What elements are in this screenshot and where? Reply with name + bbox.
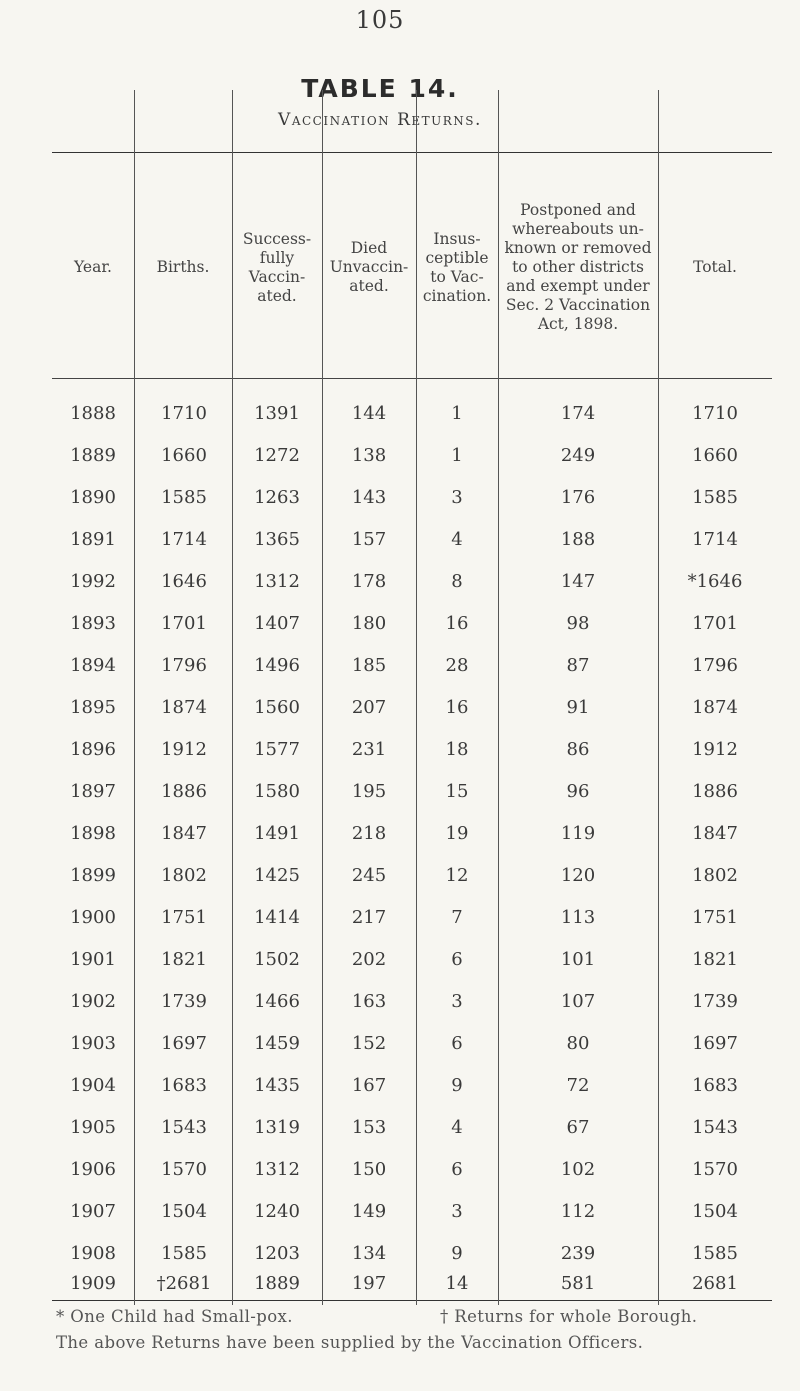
cell-births: 1912 xyxy=(161,739,207,760)
table-row xyxy=(52,980,772,1024)
cell-total: 1585 xyxy=(692,487,738,508)
cell-births: 1504 xyxy=(161,1201,207,1222)
cell-died: 217 xyxy=(351,907,387,928)
cell-births: 1683 xyxy=(161,1075,207,1096)
header-line: ceptible xyxy=(425,248,489,267)
cell-died: 207 xyxy=(351,697,387,718)
header-line: ated. xyxy=(257,286,297,305)
header-line: Success- xyxy=(242,229,312,248)
header-died xyxy=(322,160,416,375)
header-insusceptible xyxy=(416,160,498,375)
cell-total: 1739 xyxy=(692,991,738,1012)
cell-births: 1739 xyxy=(161,991,207,1012)
cell-total: 1543 xyxy=(692,1117,738,1138)
cell-year: 1900 xyxy=(70,907,116,928)
table-top-rule xyxy=(52,152,772,153)
cell-postponed: 98 xyxy=(566,613,590,634)
cell-year: 1901 xyxy=(70,949,116,970)
table-row xyxy=(52,728,772,772)
cell-insusceptible: 3 xyxy=(451,991,463,1012)
cell-postponed: 174 xyxy=(560,403,596,424)
table-row xyxy=(52,812,772,856)
cell-births: 1886 xyxy=(161,781,207,802)
cell-vaccinated: 1414 xyxy=(254,907,300,928)
cell-insusceptible: 18 xyxy=(445,739,469,760)
header-year-label: Year. xyxy=(74,258,112,276)
cell-died: 150 xyxy=(351,1159,387,1180)
cell-year: 1894 xyxy=(70,655,116,676)
header-rule xyxy=(52,378,772,379)
cell-postponed: 119 xyxy=(560,823,596,844)
cell-births: 1543 xyxy=(161,1117,207,1138)
cell-year: 1896 xyxy=(70,739,116,760)
table-row xyxy=(52,1262,772,1302)
cell-year: 1909 xyxy=(70,1273,116,1294)
cell-year: 1891 xyxy=(70,529,116,550)
cell-births: 1710 xyxy=(161,403,207,424)
table-row xyxy=(52,434,772,478)
cell-insusceptible: 12 xyxy=(445,865,469,886)
cell-births: 1697 xyxy=(161,1033,207,1054)
cell-year: 1905 xyxy=(70,1117,116,1138)
cell-insusceptible: 3 xyxy=(451,1201,463,1222)
cell-vaccinated: 1407 xyxy=(254,613,300,634)
cell-births: †2681 xyxy=(156,1273,212,1294)
cell-insusceptible: 1 xyxy=(451,445,463,466)
header-line: Died xyxy=(350,239,388,257)
cell-vaccinated: 1312 xyxy=(254,1159,300,1180)
cell-died: 134 xyxy=(351,1243,387,1264)
cell-total: 2681 xyxy=(692,1273,738,1294)
cell-insusceptible: 6 xyxy=(451,949,463,970)
table-row xyxy=(52,896,772,940)
header-line: Act, 1898. xyxy=(537,315,619,333)
cell-died: 149 xyxy=(351,1201,387,1222)
cell-died: 144 xyxy=(351,403,387,424)
table-title: TABLE 14. xyxy=(301,74,459,103)
footnotes-line-1 xyxy=(56,1307,776,1326)
cell-insusceptible: 19 xyxy=(445,823,469,844)
cell-postponed: 581 xyxy=(560,1273,596,1294)
cell-year: 1897 xyxy=(70,781,116,802)
cell-year: 1890 xyxy=(70,487,116,508)
cell-insusceptible: 16 xyxy=(445,613,469,634)
header-line: to Vac- xyxy=(430,267,484,286)
cell-vaccinated: 1365 xyxy=(254,529,300,550)
cell-vaccinated: 1203 xyxy=(254,1243,300,1264)
cell-vaccinated: 1272 xyxy=(254,445,300,466)
table-row xyxy=(52,938,772,982)
cell-year: 1899 xyxy=(70,865,116,886)
page-number: 105 xyxy=(355,6,405,34)
cell-insusceptible: 9 xyxy=(451,1243,463,1264)
table-row xyxy=(52,1148,772,1192)
cell-insusceptible: 6 xyxy=(451,1159,463,1180)
cell-vaccinated: 1466 xyxy=(254,991,300,1012)
table-row xyxy=(52,1106,772,1150)
cell-vaccinated: 1560 xyxy=(254,697,300,718)
header-line: Vaccin- xyxy=(248,267,306,286)
cell-postponed: 249 xyxy=(560,445,596,466)
cell-year: 1907 xyxy=(70,1201,116,1222)
cell-year: 1895 xyxy=(70,697,116,718)
cell-total: 1751 xyxy=(692,907,738,928)
cell-total: 1802 xyxy=(692,865,738,886)
header-vaccinated xyxy=(232,160,322,375)
cell-vaccinated: 1496 xyxy=(254,655,300,676)
cell-vaccinated: 1502 xyxy=(254,949,300,970)
header-line: cination. xyxy=(422,286,492,305)
header-year xyxy=(52,160,134,375)
cell-year: 1893 xyxy=(70,613,116,634)
table-row xyxy=(52,1022,772,1066)
cell-total: 1874 xyxy=(692,697,738,718)
cell-died: 152 xyxy=(351,1033,387,1054)
cell-total: 1847 xyxy=(692,823,738,844)
cell-postponed: 80 xyxy=(566,1033,590,1054)
cell-postponed: 102 xyxy=(560,1159,596,1180)
cell-vaccinated: 1491 xyxy=(254,823,300,844)
cell-total: 1504 xyxy=(692,1201,738,1222)
cell-died: 202 xyxy=(351,949,387,970)
cell-year: 1888 xyxy=(70,403,116,424)
cell-postponed: 112 xyxy=(560,1201,596,1222)
cell-insusceptible: 28 xyxy=(445,655,469,676)
cell-postponed: 120 xyxy=(560,865,596,886)
cell-died: 231 xyxy=(351,739,387,760)
cell-total: 1912 xyxy=(692,739,738,760)
cell-insusceptible: 16 xyxy=(445,697,469,718)
header-births xyxy=(134,160,232,375)
cell-total: 1821 xyxy=(692,949,738,970)
cell-vaccinated: 1889 xyxy=(254,1273,300,1294)
footnote-source: The above Returns have been supplied by the Vaccination Officers. xyxy=(56,1333,644,1352)
cell-insusceptible: 6 xyxy=(451,1033,463,1054)
cell-postponed: 147 xyxy=(560,571,596,592)
table-row xyxy=(52,1064,772,1108)
cell-births: 1751 xyxy=(161,907,207,928)
cell-insusceptible: 7 xyxy=(451,907,463,928)
cell-insusceptible: 15 xyxy=(445,781,469,802)
table-row xyxy=(52,476,772,520)
cell-vaccinated: 1391 xyxy=(254,403,300,424)
cell-insusceptible: 8 xyxy=(451,571,463,592)
cell-postponed: 72 xyxy=(566,1075,590,1096)
cell-vaccinated: 1240 xyxy=(254,1201,300,1222)
table-row xyxy=(52,392,772,436)
cell-postponed: 239 xyxy=(560,1243,596,1264)
cell-vaccinated: 1263 xyxy=(254,487,300,508)
header-line: fully xyxy=(259,248,295,267)
cell-total: 1710 xyxy=(692,403,738,424)
cell-births: 1847 xyxy=(161,823,207,844)
cell-died: 185 xyxy=(351,655,387,676)
header-total-label: Total. xyxy=(693,258,737,276)
cell-postponed: 107 xyxy=(560,991,596,1012)
cell-total: *1646 xyxy=(687,571,743,592)
cell-insusceptible: 1 xyxy=(451,403,463,424)
cell-vaccinated: 1425 xyxy=(254,865,300,886)
header-total xyxy=(658,160,772,375)
cell-total: 1683 xyxy=(692,1075,738,1096)
cell-insusceptible: 4 xyxy=(451,529,463,550)
cell-died: 138 xyxy=(351,445,387,466)
cell-insusceptible: 3 xyxy=(451,487,463,508)
header-line: Postponed and xyxy=(520,201,636,219)
cell-died: 178 xyxy=(351,571,387,592)
cell-total: 1886 xyxy=(692,781,738,802)
cell-died: 245 xyxy=(351,865,387,886)
cell-births: 1714 xyxy=(161,529,207,550)
footnote-asterisk: * One Child had Small-pox. xyxy=(56,1307,293,1326)
header-line: known or removed xyxy=(504,239,652,257)
cell-year: 1902 xyxy=(70,991,116,1012)
header-line: Unvaccin- xyxy=(329,258,409,276)
cell-births: 1585 xyxy=(161,487,207,508)
table-row xyxy=(52,644,772,688)
cell-total: 1714 xyxy=(692,529,738,550)
cell-births: 1796 xyxy=(161,655,207,676)
cell-postponed: 86 xyxy=(566,739,590,760)
cell-year: 1906 xyxy=(70,1159,116,1180)
cell-year: 1889 xyxy=(70,445,116,466)
cell-died: 157 xyxy=(351,529,387,550)
cell-vaccinated: 1580 xyxy=(254,781,300,802)
cell-died: 218 xyxy=(351,823,387,844)
cell-died: 195 xyxy=(351,781,387,802)
cell-vaccinated: 1312 xyxy=(254,571,300,592)
cell-births: 1874 xyxy=(161,697,207,718)
header-line: and exempt under xyxy=(506,277,650,295)
table-row xyxy=(52,770,772,814)
cell-postponed: 113 xyxy=(560,907,596,928)
table-row xyxy=(52,1190,772,1234)
cell-year: 1898 xyxy=(70,823,116,844)
cell-died: 163 xyxy=(351,991,387,1012)
cell-vaccinated: 1435 xyxy=(254,1075,300,1096)
header-line: Insus- xyxy=(433,229,481,248)
cell-vaccinated: 1459 xyxy=(254,1033,300,1054)
header-line: whereabouts un- xyxy=(512,220,644,238)
cell-died: 167 xyxy=(351,1075,387,1096)
cell-postponed: 176 xyxy=(560,487,596,508)
table-subtitle: Vaccination Returns. xyxy=(278,110,482,130)
header-births-label: Births. xyxy=(156,258,210,276)
cell-total: 1585 xyxy=(692,1243,738,1264)
header-line: to other districts xyxy=(512,258,644,276)
cell-postponed: 101 xyxy=(560,949,596,970)
cell-postponed: 188 xyxy=(560,529,596,550)
cell-births: 1646 xyxy=(161,571,207,592)
cell-total: 1796 xyxy=(692,655,738,676)
cell-postponed: 91 xyxy=(566,697,590,718)
footnote-dagger: † Returns for whole Borough. xyxy=(440,1307,698,1326)
cell-year: 1992 xyxy=(70,571,116,592)
cell-total: 1570 xyxy=(692,1159,738,1180)
header-line: Sec. 2 Vaccination xyxy=(505,296,651,314)
cell-died: 180 xyxy=(351,613,387,634)
cell-births: 1585 xyxy=(161,1243,207,1264)
cell-postponed: 67 xyxy=(566,1117,590,1138)
cell-total: 1660 xyxy=(692,445,738,466)
cell-year: 1908 xyxy=(70,1243,116,1264)
cell-births: 1802 xyxy=(161,865,207,886)
cell-births: 1821 xyxy=(161,949,207,970)
cell-births: 1660 xyxy=(161,445,207,466)
header-postponed xyxy=(498,160,658,375)
table-row xyxy=(52,518,772,562)
cell-births: 1701 xyxy=(161,613,207,634)
cell-died: 153 xyxy=(351,1117,387,1138)
table-row xyxy=(52,686,772,730)
cell-total: 1697 xyxy=(692,1033,738,1054)
header-line: ated. xyxy=(349,277,389,295)
cell-postponed: 87 xyxy=(566,655,590,676)
cell-births: 1570 xyxy=(161,1159,207,1180)
cell-died: 143 xyxy=(351,487,387,508)
cell-year: 1904 xyxy=(70,1075,116,1096)
cell-vaccinated: 1319 xyxy=(254,1117,300,1138)
cell-vaccinated: 1577 xyxy=(254,739,300,760)
cell-total: 1701 xyxy=(692,613,738,634)
cell-insusceptible: 14 xyxy=(445,1273,469,1294)
table-row xyxy=(52,854,772,898)
cell-insusceptible: 9 xyxy=(451,1075,463,1096)
cell-insusceptible: 4 xyxy=(451,1117,463,1138)
cell-died: 197 xyxy=(351,1273,387,1294)
table-row xyxy=(52,560,772,604)
table-row xyxy=(52,602,772,646)
cell-postponed: 96 xyxy=(566,781,590,802)
cell-year: 1903 xyxy=(70,1033,116,1054)
